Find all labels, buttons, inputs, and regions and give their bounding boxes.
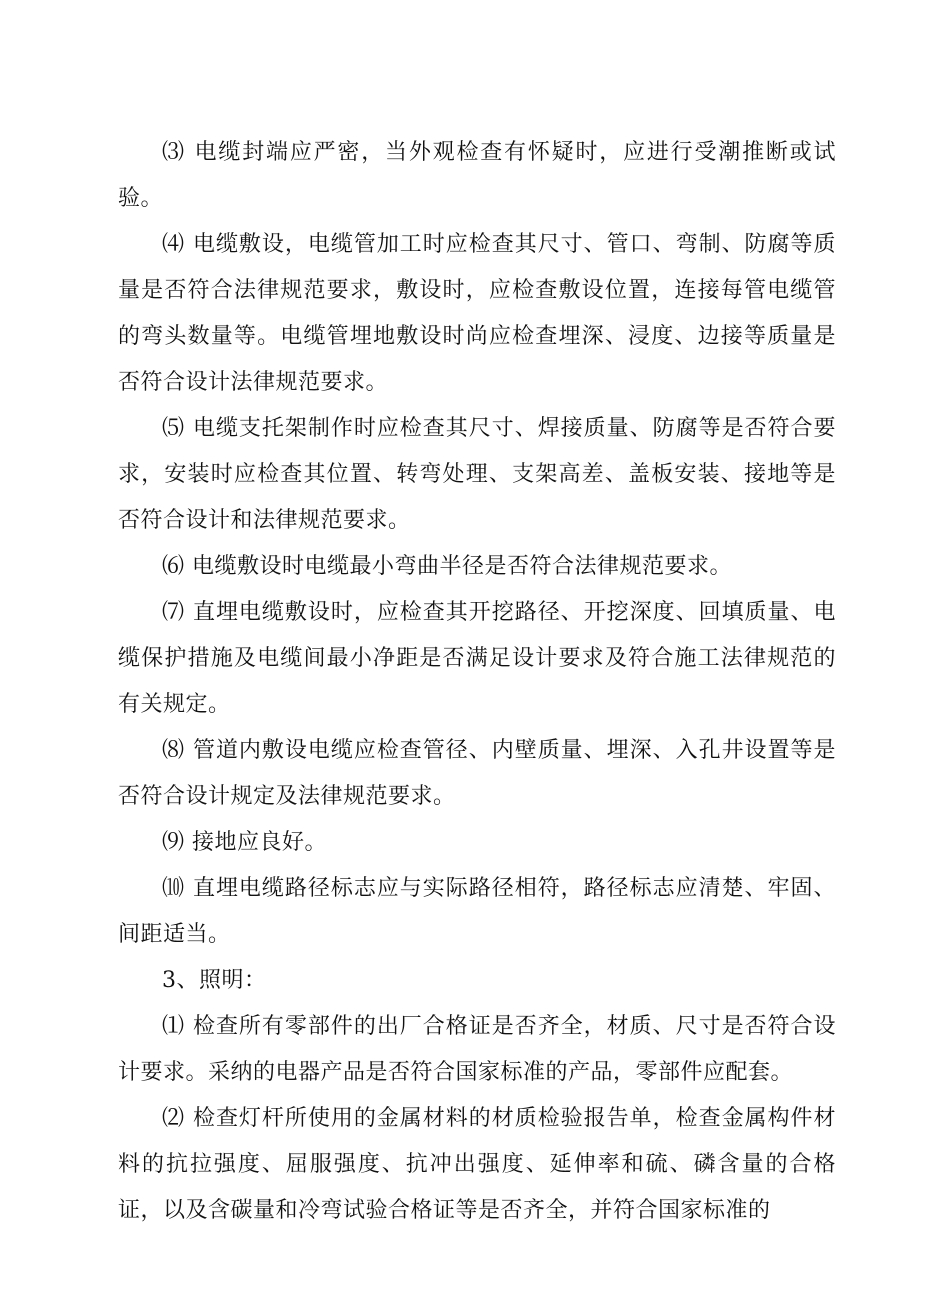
- paragraph-pole-materials: ⑵ 检查灯杆所使用的金属材料的材质检验报告单，检查金属构件材料的抗拉强度、屈服强度、抗冲出强度、延伸率和硫、磷含量的合格证，以及含碳量和冷弯试验合格证等是否齐全，并符合国家标准的: [118, 1106, 836, 1223]
- paragraph-cable-conduit: ⑷ 电缆敷设，电缆管加工时应检查其尺寸、管口、弯制、防腐等质量是否符合法律规范要求，敷设时，应检查敷设位置，连接每管电缆管的弯头数量等。电缆管埋地敷设时尚应检查埋深、浸度、边接等质量是否符合设计法律规范要求。: [118, 232, 836, 395]
- paragraph-duct-laying: ⑻ 管道内敷设电缆应检查管径、内壁质量、埋深、入孔井设置等是否符合设计规定及法律规范要求。: [118, 738, 836, 809]
- section-heading-lighting: 3、照明：: [162, 968, 267, 993]
- paragraph-route-markers: ⑽ 直埋电缆路径标志应与实际路径相符，路径标志应清楚、牢固、间距适当。: [118, 876, 836, 947]
- paragraph-parts-certificates: ⑴ 检查所有零部件的出厂合格证是否齐全，材质、尺寸是否符合设计要求。采纳的电器产品是否符合国家标准的产品，零部件应配套。: [118, 1014, 836, 1085]
- paragraph-direct-burial: ⑺ 直埋电缆敷设时，应检查其开挖路径、开挖深度、回填质量、电缆保护措施及电缆间最小净距是否满足设计要求及符合施工法律规范的有关规定。: [118, 600, 836, 717]
- paragraph-grounding: ⑼ 接地应良好。: [162, 830, 327, 855]
- paragraph-cable-sealing: ⑶ 电缆封端应严密，当外观检查有怀疑时，应进行受潮推断或试验。: [118, 140, 836, 211]
- paragraph-bend-radius: ⑹ 电缆敷设时电缆最小弯曲半径是否符合法律规范要求。: [162, 554, 732, 579]
- paragraph-cable-tray: ⑸ 电缆支托架制作时应检查其尺寸、焊接质量、防腐等是否符合要求，安装时应检查其位置、转弯处理、支架高差、盖板安装、接地等是否符合设计和法律规范要求。: [118, 416, 836, 533]
- document-body: [118, 130, 836, 1234]
